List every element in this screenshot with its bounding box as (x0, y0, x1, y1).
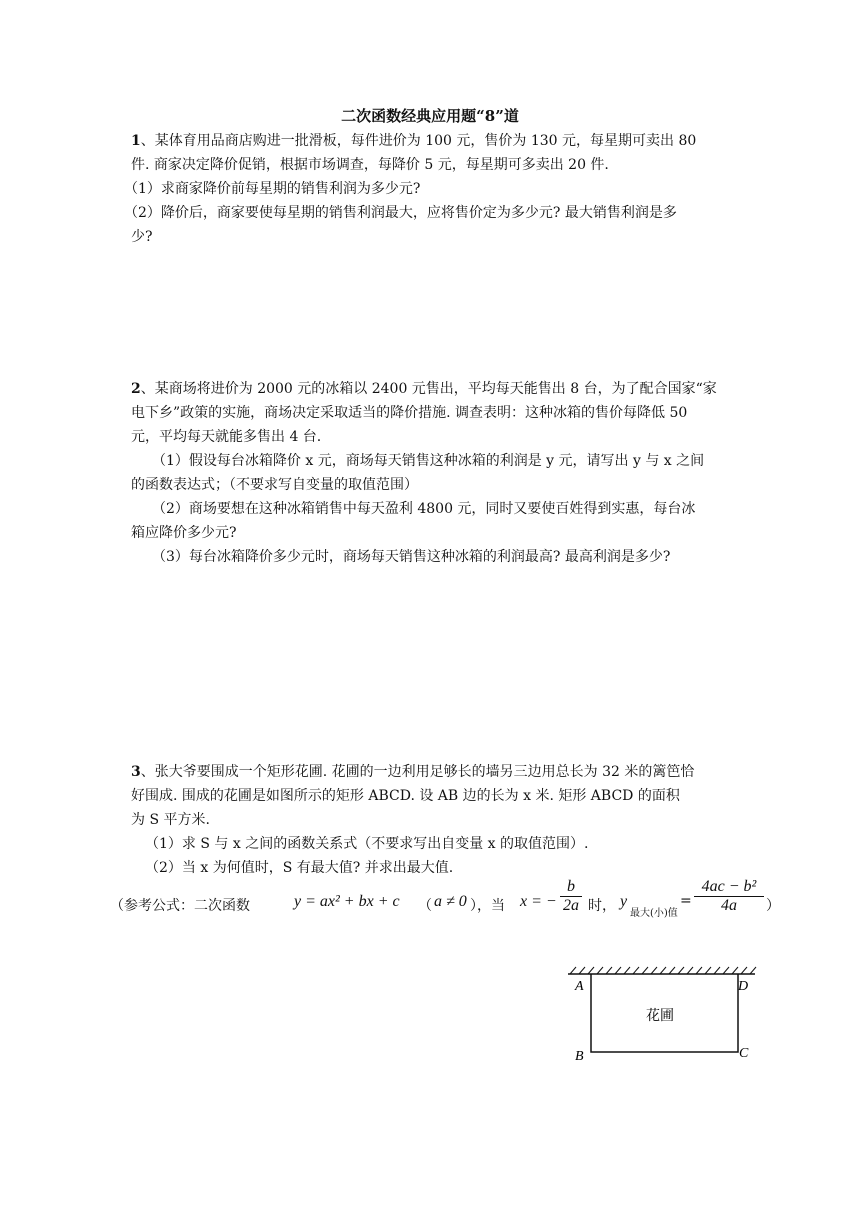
vertex-label-c: C (739, 1046, 749, 1061)
question-line: 好围成. 围成的花圃是如图所示的矩形 ABCD. 设 AB 边的长为 x 米. 矩形 ABCD 的面积 (131, 788, 680, 804)
question-line: 1、某体育用品商店购进一批滑板，每件进价为 100 元，售价为 130 元，每星期可卖出 80 (131, 133, 697, 149)
question-line: 箱应降价多少元? (131, 525, 237, 541)
formula-text: 时， (588, 898, 616, 914)
vertex-label-b: B (575, 1049, 584, 1064)
question-line: 为 S 平方米. (131, 812, 210, 828)
question-line: 元，平均每天就能多售出 4 台. (131, 429, 322, 445)
fraction-denominator: 2a (560, 896, 582, 915)
formula-condition: a ≠ 0 (434, 893, 467, 910)
formula-subscript: 最大(小)值 (630, 908, 678, 919)
vertex-label-a: A (575, 979, 584, 994)
question-line: 电下乡”政策的实施，商场决定采取适当的降价措施. 调查表明：这种冰箱的售价每降低 50 (131, 405, 688, 421)
fraction-numerator: 4ac − b² (701, 878, 757, 895)
question-line: （1）求商家降价前每星期的销售利润为多少元? (124, 181, 421, 197)
extreme-fraction (694, 878, 764, 915)
question-line: 3、张大爷要围成一个矩形花圃. 花圃的一边利用足够长的墙另三边用总长为 32 米的篱笆恰 (131, 764, 695, 780)
formula-x-vertex: x = − (520, 893, 557, 910)
page-title: 二次函数经典应用题“8”道 (341, 107, 519, 125)
question-line: 的函数表达式；（不要求写自变量的取值范围） (131, 477, 418, 493)
wall (568, 967, 756, 974)
formula-when-text: ），当 (470, 898, 505, 914)
formula-quadratic: y = ax² + bx + c (294, 893, 400, 910)
vertex-fraction (560, 878, 582, 915)
fraction-denominator: 4a (694, 896, 764, 915)
formula-equals: = (680, 893, 692, 909)
question-line: （3）每台冰箱降价多少元时，商场每天销售这种冰箱的利润最高? 最高利润是多少? (152, 549, 671, 565)
question-line: （2）降价后，商家要使每星期的销售利润最大，应将售价定为多少元? 最大销售利润是多 (124, 205, 677, 221)
question-number: 1 (131, 133, 141, 149)
formula-prefix: （参考公式：二次函数 (110, 898, 250, 914)
question-line: 少? (131, 229, 153, 245)
question-line: （1）假设每台冰箱降价 x 元，商场每天销售这种冰箱的利润是 y 元，请写出 y 与 x 之间 (152, 453, 705, 469)
formula-suffix: ） (766, 898, 780, 914)
question-number: 3 (131, 764, 141, 780)
garden-figure (560, 962, 760, 1072)
question-line: （2）商场要想在这种冰箱销售中每天盈利 4800 元，同时又要使百姓得到实惠，每台冰 (152, 501, 696, 517)
garden-label: 花圃 (646, 1008, 674, 1024)
formula-y: y (620, 893, 628, 910)
question-number: 2 (131, 381, 141, 397)
vertex-label-d: D (738, 979, 749, 994)
fraction-numerator: b (567, 878, 575, 895)
question-line: 件. 商家决定降价促销，根据市场调查，每降价 5 元，每星期可多卖出 20 件. (131, 157, 609, 173)
question-line: 2、某商场将进价为 2000 元的冰箱以 2400 元售出，平均每天能售出 8 台，为了配合国家“家 (131, 381, 717, 397)
formula-paren: （ (418, 898, 432, 914)
question-line: （2）当 x 为何值时，S 有最大值? 并求出最大值. (145, 860, 454, 876)
question-line: （1）求 S 与 x 之间的函数关系式（不要求写出自变量 x 的取值范围）. (145, 836, 589, 852)
